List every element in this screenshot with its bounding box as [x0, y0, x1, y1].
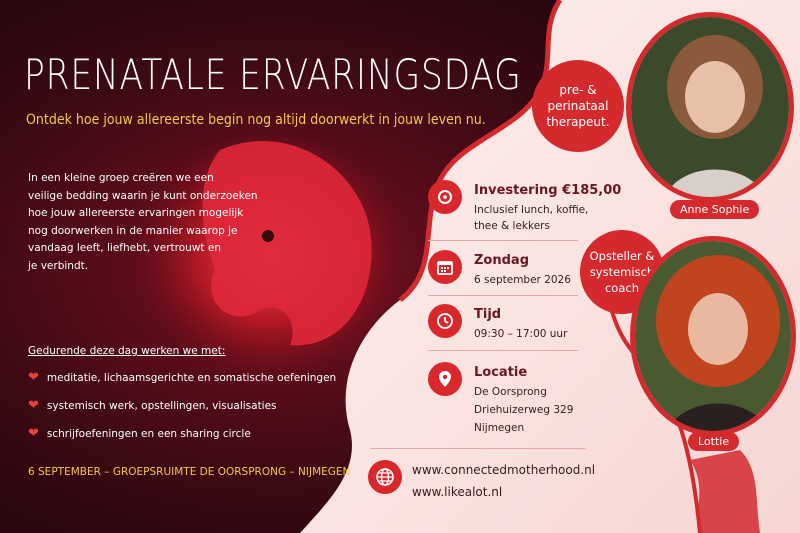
heart-icon: ❤	[28, 398, 39, 413]
list-item	[28, 426, 251, 441]
page-title: PRENATALE ERVARINGSDAG	[24, 50, 522, 99]
time-detail: 09:30 – 17:00 uur	[474, 328, 568, 340]
price-detail-2: thee & lekkers	[474, 220, 550, 232]
price-detail-1: Inclusief lunch, koffie,	[474, 204, 589, 216]
person-name-tag: Lottie	[688, 432, 739, 451]
avatar	[630, 236, 796, 436]
list-item-label: systemisch werk, opstellingen, visualisaties	[46, 399, 277, 412]
list-item-label: schrijfoefeningen en een sharing circle	[46, 427, 251, 440]
calendar-icon	[428, 250, 462, 284]
divider	[428, 295, 578, 296]
price-tag-icon	[428, 180, 462, 214]
intro-line: In een kleine groep creëren we een	[28, 172, 214, 184]
map-pin-icon	[428, 362, 462, 396]
person-name-tag: Anne Sophie	[670, 200, 759, 219]
role-line: perinataal	[547, 99, 609, 113]
date-detail: 6 september 2026	[474, 274, 571, 286]
list-item	[28, 370, 336, 385]
list-item-label: meditatie, lichaamsgerichte en somatische oefeningen	[46, 371, 337, 384]
intro-line: hoe jouw allereerste ervaringen mogelijk	[28, 207, 244, 219]
divider	[370, 448, 585, 449]
list-item	[28, 398, 277, 413]
role-line: therapeut.	[546, 115, 610, 129]
intro-text	[28, 170, 258, 275]
avatar	[626, 12, 794, 202]
location-detail-1: De Oorsprong	[474, 386, 547, 398]
website-link-1[interactable]: www.connectedmotherhood.nl	[412, 463, 596, 477]
date-title: Zondag	[474, 253, 529, 268]
role-line: pre- &	[559, 83, 597, 97]
divider	[428, 240, 578, 241]
heart-icon: ❤	[28, 370, 39, 385]
role-line: systemisch	[589, 265, 655, 279]
role-line: coach	[604, 281, 640, 295]
location-detail-2: Driehuizerweg 329	[474, 404, 574, 416]
location-detail-3: Nijmegen	[474, 422, 525, 434]
location-title: Locatie	[474, 365, 528, 380]
role-badge	[532, 60, 624, 152]
website-link-2[interactable]: www.likealot.nl	[412, 485, 503, 499]
intro-line: veilige bedding waarin je kunt onderzoeken	[28, 189, 258, 202]
intro-line: vandaag leeft, liefhebt, vertrouwt en	[28, 242, 221, 254]
role-line: Opsteller &	[589, 249, 655, 263]
time-title: Tijd	[474, 307, 502, 322]
price-title: Investering €185,00	[474, 183, 622, 198]
divider	[428, 350, 578, 351]
page-subtitle: Ontdek hoe jouw allereerste begin nog altijd doorwerkt in jouw leven nu.	[26, 112, 486, 128]
activities-heading: Gedurende deze dag werken we met:	[28, 345, 226, 357]
intro-line: je verbindt.	[28, 259, 89, 272]
heart-icon: ❤	[28, 426, 39, 441]
clock-icon	[428, 304, 462, 338]
globe-icon	[368, 460, 402, 494]
intro-line: nog doorwerken in de manier waarop je	[28, 224, 238, 237]
event-summary: 6 SEPTEMBER – GROEPSRUIMTE DE OORSPRONG – NIJMEGEN	[28, 466, 351, 478]
